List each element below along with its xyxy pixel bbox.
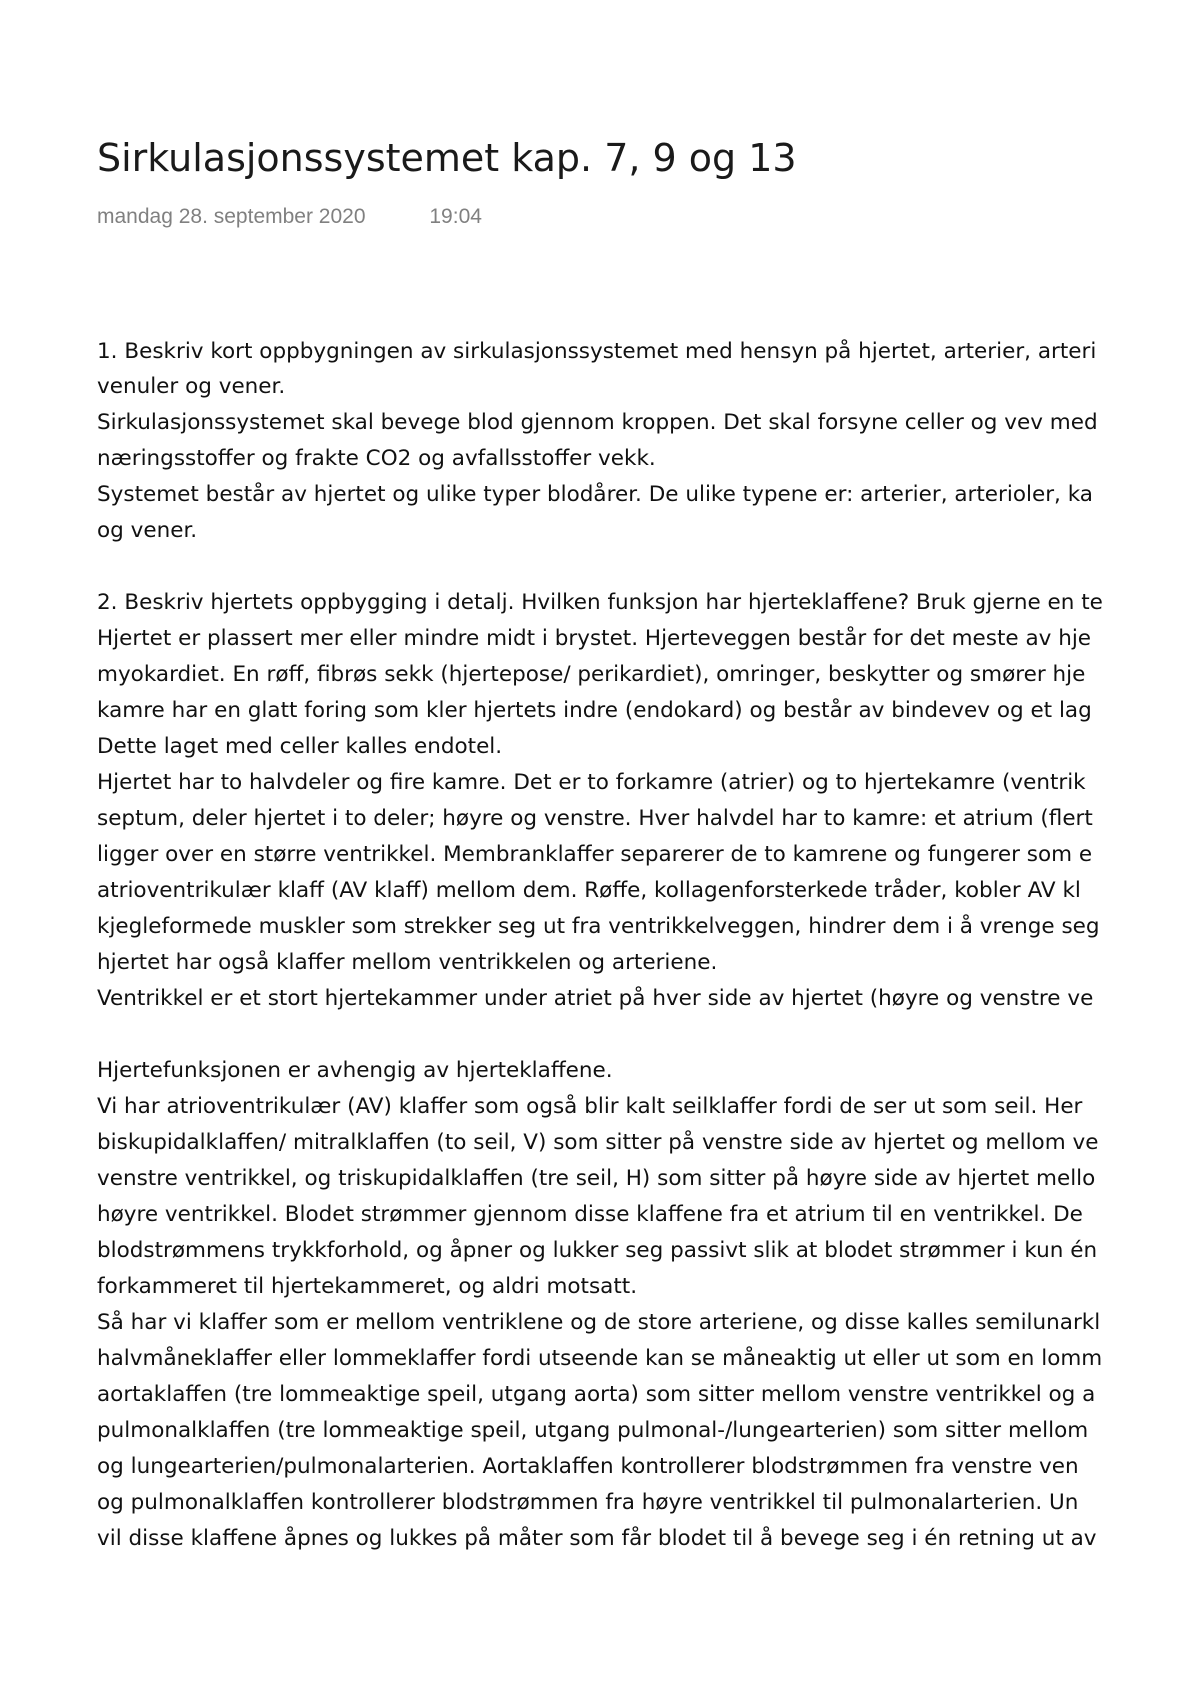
body-line: høyre ventrikkel. Blodet strømmer gjennom disse klaffene fra et atrium til en ventrikkel. De (97, 1202, 1083, 1227)
body-line: kamre har en glatt foring som kler hjertets indre (endokard) og består av bindevev og et lag (97, 698, 1092, 723)
body-line: Hjertefunksjonen er avhengig av hjerteklaffene. (97, 1058, 613, 1083)
body-line: biskupidalklaffen/ mitralklaffen (to seil, V) som sitter på venstre side av hjertet og mellom ve (97, 1130, 1099, 1155)
body-line: venstre ventrikkel, og triskupidalklaffen (tre seil, H) som sitter på høyre side av hjertet mello (97, 1166, 1096, 1191)
body-line: vil disse klaffene åpnes og lukkes på måter som får blodet til å bevege seg i én retning ut av (97, 1526, 1097, 1551)
note-date: mandag 28. september 2020 (97, 205, 366, 228)
body-line: aortaklaffen (tre lommeaktige speil, utgang aorta) som sitter mellom venstre ventrikkel og a (97, 1382, 1096, 1407)
body-line: atrioventrikulær klaff (AV klaff) mellom dem. Røffe, kollagenforsterkede tråder, kobler AV kl (97, 878, 1081, 903)
body-line: Hjertet har to halvdeler og fire kamre. Det er to forkamre (atrier) og to hjertekamre (ventrik (97, 770, 1086, 795)
body-line: Ventrikkel er et stort hjertekammer under atriet på hver side av hjertet (høyre og venstre ve (97, 986, 1094, 1011)
body-line: venuler og vener. (97, 374, 286, 399)
body-line: hjertet har også klaffer mellom ventrikkelen og arteriene. (97, 950, 718, 975)
body-line: kjegleformede muskler som strekker seg ut fra ventrikkelveggen, hindrer dem i å vrenge seg (97, 914, 1100, 939)
body-line: Vi har atrioventrikulær (AV) klaffer som også blir kalt seilklaffer fordi de ser ut som seil. Her (97, 1094, 1083, 1119)
body-line: Systemet består av hjertet og ulike typer blodårer. De ulike typene er: arterier, arterioler, ka (97, 482, 1093, 507)
body-line: septum, deler hjertet i to deler; høyre og venstre. Hver halvdel har to kamre: et atrium (flert (97, 806, 1093, 831)
body-line: og pulmonalklaffen kontrollerer blodstrømmen fra høyre ventrikkel til pulmonalarterien. Un (97, 1490, 1079, 1515)
body-line: og lungearterien/pulmonalarterien. Aortaklaffen kontrollerer blodstrømmen fra venstre ven (97, 1454, 1079, 1479)
body-line: Hjertet er plassert mer eller mindre midt i brystet. Hjerteveggen består for det meste av hje (97, 626, 1092, 651)
note-timestamp (97, 205, 482, 229)
body-line: 2. Beskriv hjertets oppbygging i detalj. Hvilken funksjon har hjerteklaffene? Bruk gjerne en te (97, 590, 1103, 615)
body-line: 1. Beskriv kort oppbygningen av sirkulasjonssystemet med hensyn på hjertet, arterier, arteri (97, 339, 1097, 364)
body-line: pulmonalklaffen (tre lommeaktige speil, utgang pulmonal-/lungearterien) som sitter mellom (97, 1418, 1089, 1443)
body-line: Så har vi klaffer som er mellom ventriklene og de store arteriene, og disse kalles semilunarkl (97, 1310, 1101, 1335)
body-line: halvmåneklaffer eller lommeklaffer fordi utseende kan se måneaktig ut eller ut som en lomm (97, 1346, 1103, 1371)
note-time: 19:04 (429, 205, 482, 228)
body-line: blodstrømmens trykkforhold, og åpner og lukker seg passivt slik at blodet strømmer i kun én (97, 1238, 1098, 1263)
body-line: forkammeret til hjertekammeret, og aldri motsatt. (97, 1274, 638, 1299)
body-line: ligger over en større ventrikkel. Membranklaffer separerer de to kamrene og fungerer som e (97, 842, 1093, 867)
body-line: myokardiet. En røff, fibrøs sekk (hjertepose/ perikardiet), omringer, beskytter og smører hje (97, 662, 1086, 687)
body-line: næringsstoffer og frakte CO2 og avfallsstoffer vekk. (97, 446, 656, 471)
body-line: Sirkulasjonssystemet skal bevege blod gjennom kroppen. Det skal forsyne celler og vev med (97, 410, 1098, 435)
page-title: Sirkulasjonssystemet kap. 7, 9 og 13 (97, 136, 797, 180)
body-line: Dette laget med celler kalles endotel. (97, 734, 503, 759)
body-line: og vener. (97, 518, 198, 543)
